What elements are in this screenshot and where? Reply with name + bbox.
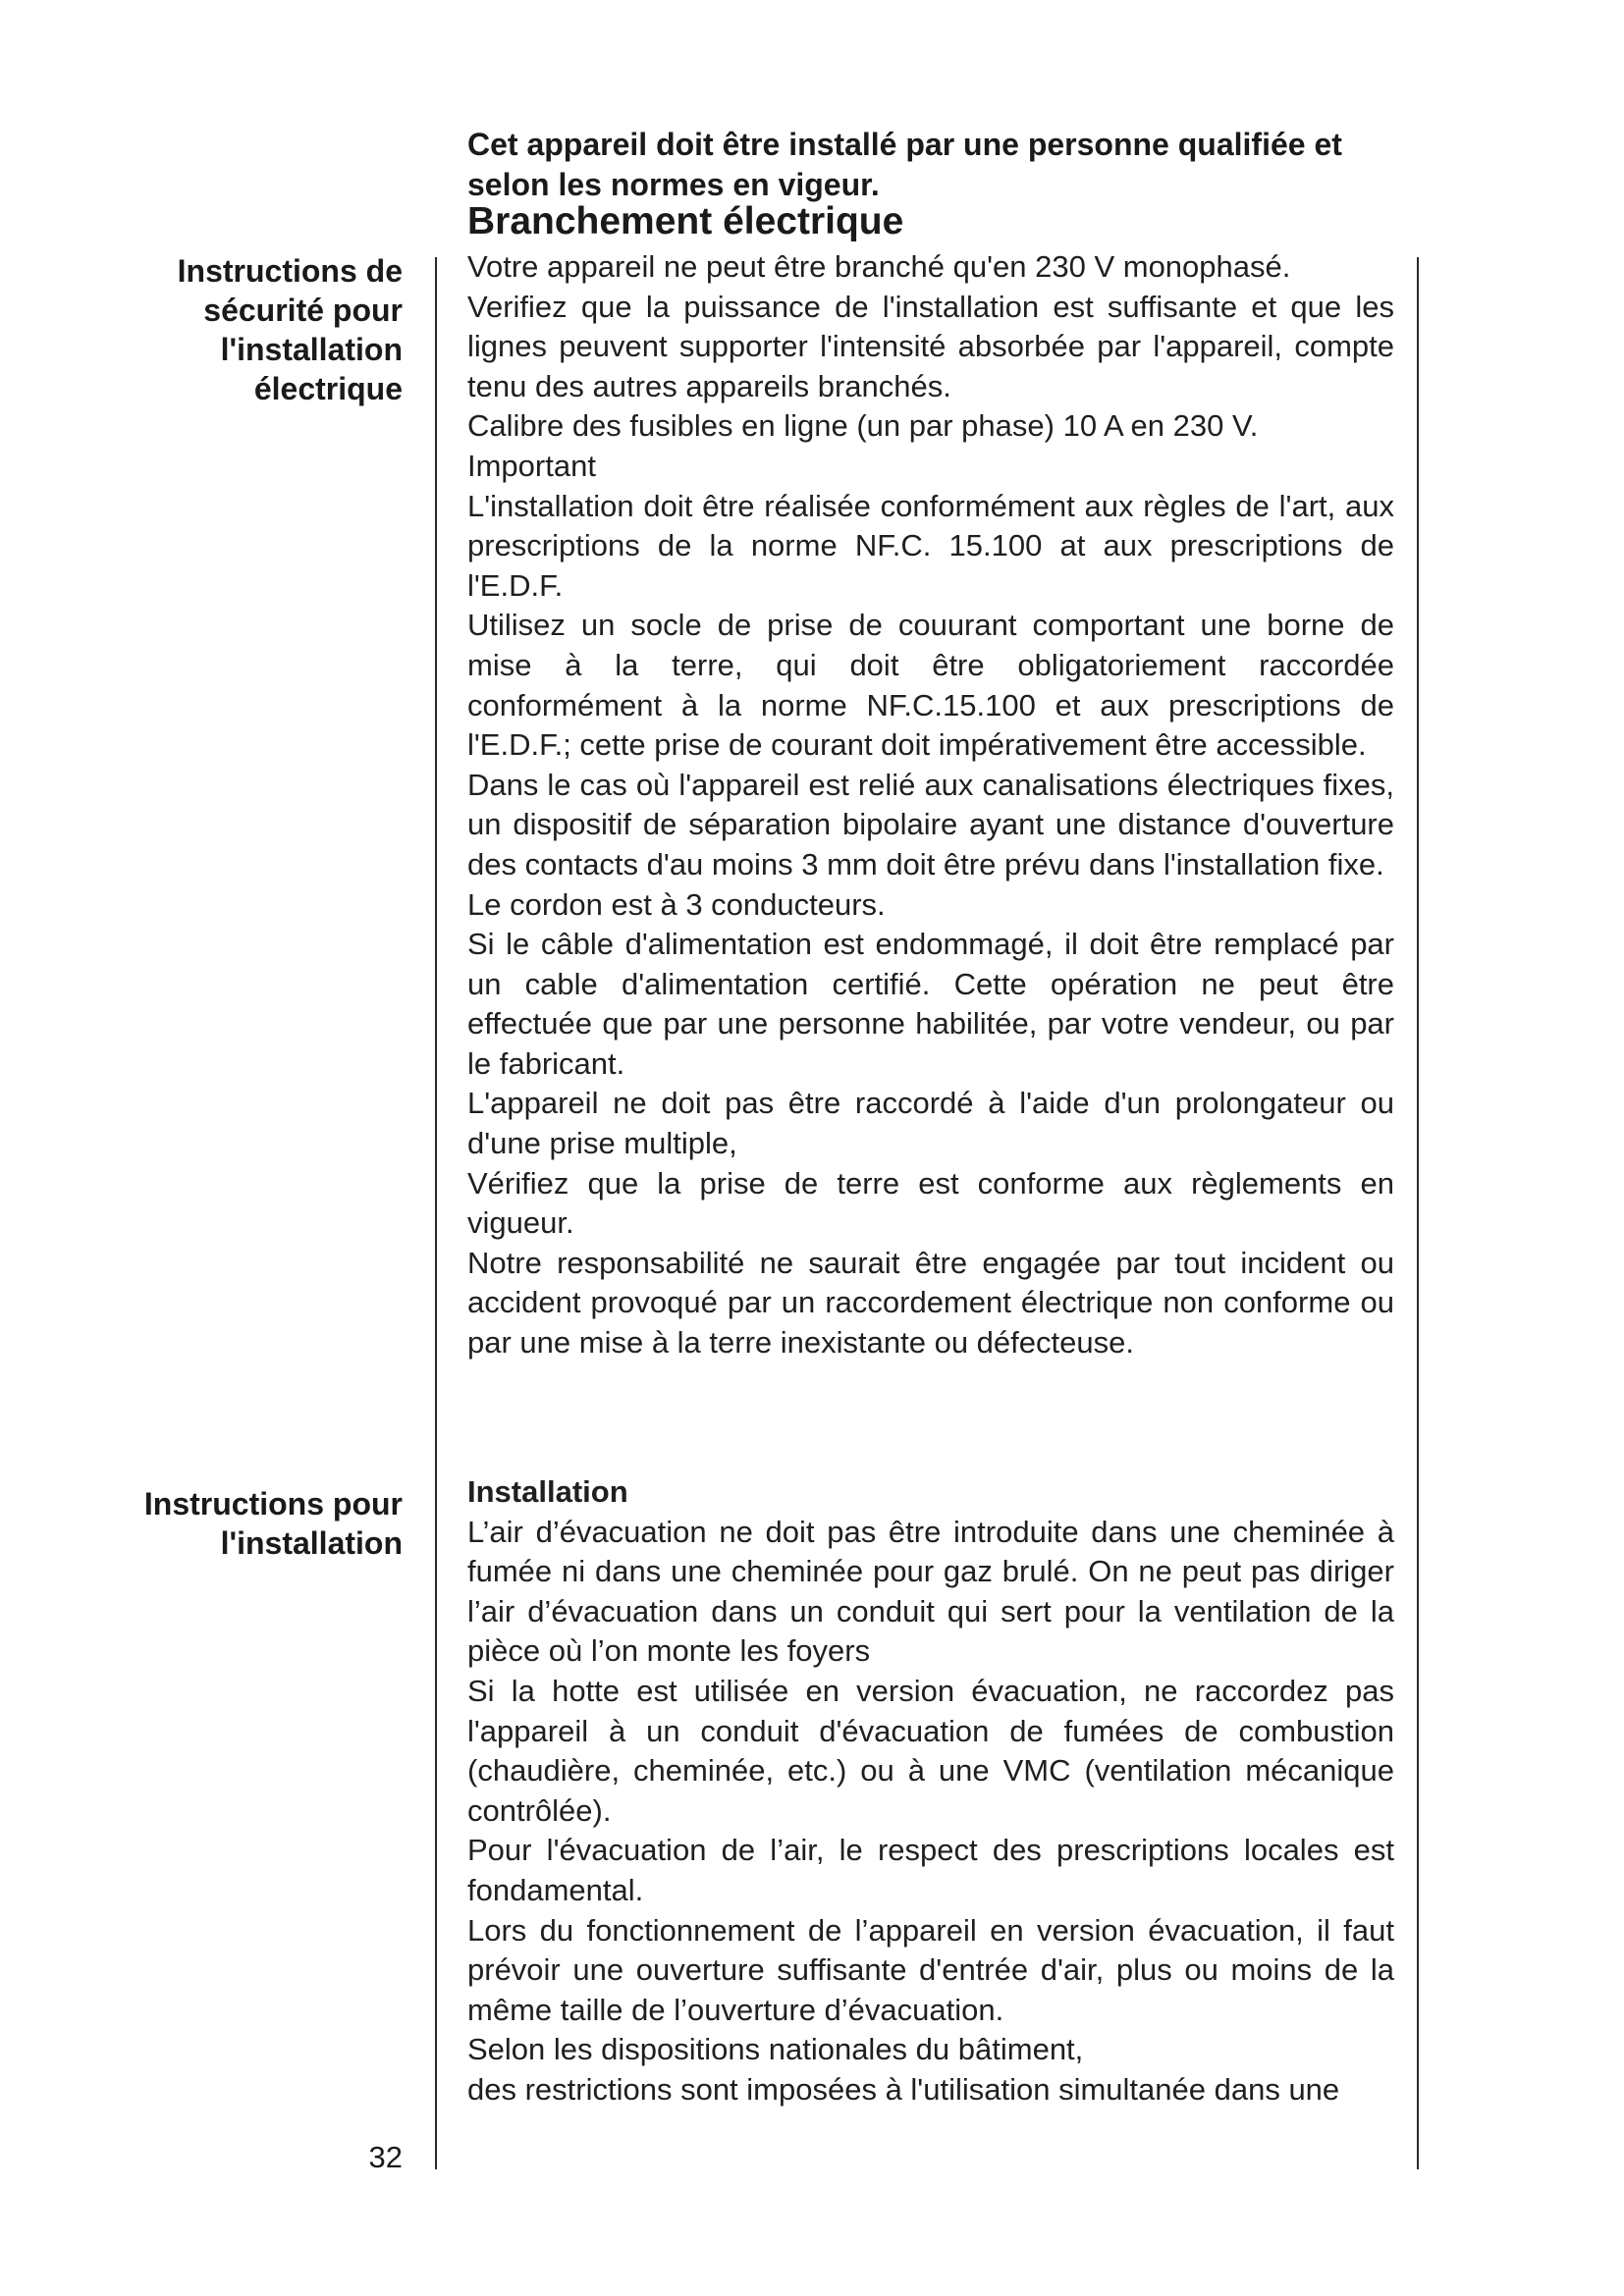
paragraph: Lors du fonctionnement de l’appareil en version évacuation, il faut prévoir une ouverture suffisante d'entrée d'air, plus ou moins de la même taille de l’ouverture d’évacuation. (467, 1912, 1394, 2027)
paragraph: Votre appareil ne peut être branché qu'en 230 V monophasé. (467, 249, 1291, 284)
side-label-installation (88, 1484, 403, 1563)
side-label-line: l'installation (220, 1525, 403, 1561)
paragraph: Selon les dispositions nationales du bâtiment, (467, 2032, 1084, 2067)
intro-statement: Cet appareil doit être installé par une personne qualifiée et selon les normes en vigeur. (467, 127, 1342, 202)
paragraph: Utilisez un socle de prise de couurant comportant une borne de mise à la terre, qui doit être obligatoriement raccordée conformément à la norme NF.C.15.100 et aux prescriptions de l'E.D.F.; cette prise de courant doit impérativement être accessible. (467, 608, 1394, 763)
left-column-rule (435, 257, 437, 2169)
page-number: 32 (368, 2140, 403, 2174)
side-label-line: sécurité pour (203, 293, 403, 328)
paragraph: Pour l'évacuation de l’air, le respect des prescriptions locales est fondamental. (467, 1833, 1394, 1907)
paragraph: Dans le cas où l'appareil est relié aux canalisations électriques fixes, un dispositif de séparation bipolaire ayant une distance d'ouverture des contacts d'au moins 3 mm doit être prévu dans l'installation fixe. (467, 767, 1394, 881)
paragraph: Important (467, 448, 596, 483)
side-label-line: Instructions pour (143, 1486, 403, 1522)
section-title-branchement: Branchement électrique (467, 200, 904, 242)
paragraph: des restrictions sont imposées à l'utilisation simultanée dans une (467, 2071, 1340, 2107)
paragraph: Si la hotte est utilisée en version évacuation, ne raccordez pas l'appareil à un conduit d'évacuation de fumées de combustion (chaudière, cheminée, etc.) ou à une VMC (ventilation mécanique contrôlée). (467, 1673, 1394, 1828)
side-label-line: électrique (253, 371, 403, 406)
paragraph: L’air d’évacuation ne doit pas être introduite dans une cheminée à fumée ni dans une cheminée pour gaz brulé. On ne peut pas diriger l’air d’évacuation dans un conduit qui sert pour la ventilation de la pièce où l’on monte les foyers (467, 1514, 1394, 1669)
paragraph: Notre responsabilité ne saurait être engagée par tout incident ou accident provoqué par un raccordement électrique non conforme ou par une mise à la terre inexistante ou défecteuse. (467, 1245, 1394, 1361)
subheading-installation: Installation (467, 1474, 628, 1509)
side-label-line: Instructions de (177, 253, 403, 289)
paragraph: Calibre des fusibles en ligne (un par phase) 10 A en 230 V. (467, 408, 1259, 444)
paragraph: Le cordon est à 3 conducteurs. (467, 886, 886, 922)
right-margin-rule (1417, 257, 1419, 2169)
side-label-line: l'installation (220, 332, 403, 367)
section-body-branchement (467, 247, 1394, 1363)
paragraph: Verifiez que la puissance de l'installation est suffisante et que les lignes peuvent supporter l'intensité absorbée par l'appareil, compte tenu des autres appareils branchés. (467, 289, 1394, 403)
paragraph: L'installation doit être réalisée conformément aux règles de l'art, aux prescriptions de la norme NF.C. 15.100 at aux prescriptions de l'E.D.F. (467, 488, 1394, 603)
paragraph: L'appareil ne doit pas être raccordé à l'aide d'un prolongateur ou d'une prise multiple, (467, 1086, 1394, 1161)
paragraph: Si le câble d'alimentation est endommagé, il doit être remplacé par un cable d'alimentation certifié. Cette opération ne peut être effectuée que par une personne habilitée, par votre vendeur, ou par le fabricant. (467, 927, 1394, 1081)
section-body-installation (467, 1472, 1394, 2110)
side-label-securite (88, 251, 403, 408)
paragraph: Vérifiez que la prise de terre est conforme aux règlements en vigueur. (467, 1165, 1394, 1241)
